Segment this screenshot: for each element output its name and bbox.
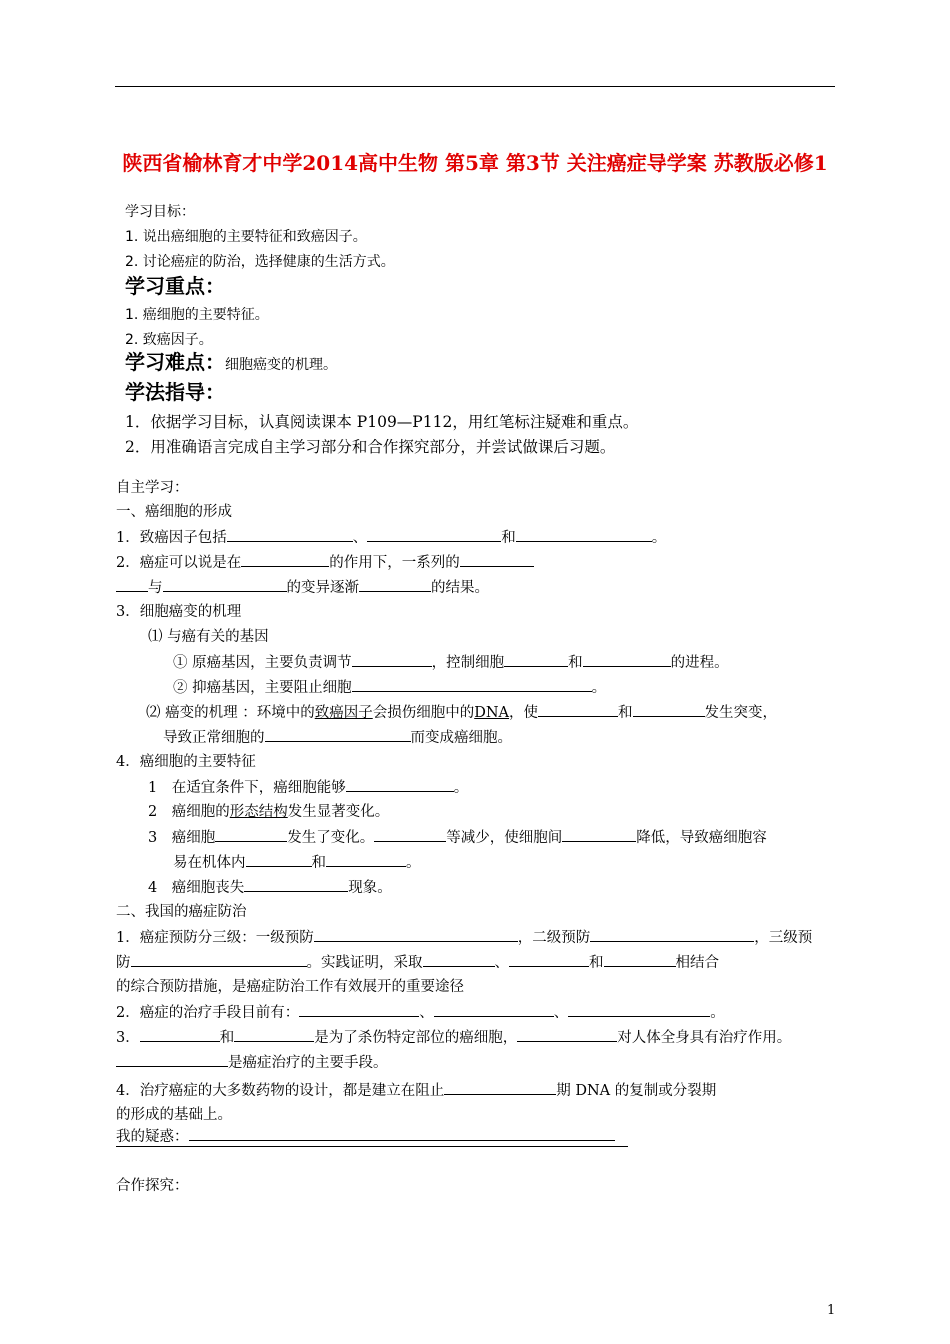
answer-blank[interactable] xyxy=(244,877,348,892)
answer-blank[interactable] xyxy=(517,1027,617,1042)
page-number: 1 xyxy=(827,1303,836,1318)
method-1: 1．依据学习目标，认真阅读课本 P109—P112，用红笔标注疑难和重点。 xyxy=(125,413,639,431)
answer-blank[interactable] xyxy=(583,652,671,667)
question-4-3-line-1: 3 癌细胞 发生了变化。 等减少，使细胞间 降低，导致癌细胞容 xyxy=(148,827,767,848)
prevention-line-1: 1．癌症预防分三级：一级预防 ，二级预防 ，三级预 xyxy=(116,927,812,948)
answer-blank[interactable] xyxy=(131,952,307,967)
objective-1: 1. 说出癌细胞的主要特征和致癌因子。 xyxy=(125,229,367,245)
difficulty-line xyxy=(125,352,337,375)
cooperation-heading: 合作探究： xyxy=(116,1178,189,1194)
question-4-4: 4 癌细胞丧失 现象。 xyxy=(148,877,392,898)
document-title: 陕西省榆林育才中学2014高中生物 第5章 第3节 关注癌症导学案 苏教版必修1 xyxy=(122,151,828,175)
doubt-line: 我的疑惑： xyxy=(116,1126,615,1147)
answer-blank[interactable] xyxy=(215,827,287,842)
therapy-question-line-1: 3． 和 是为了杀伤特定部位的癌细胞， 对人体全身具有治疗作用。 xyxy=(116,1027,791,1048)
keypoints-heading: 学习重点： xyxy=(125,274,225,298)
answer-blank[interactable] xyxy=(299,1002,419,1017)
answer-blank[interactable] xyxy=(423,952,495,967)
header-rule xyxy=(115,86,835,87)
question-4-1: 1 在适宜条件下，癌细胞能够 。 xyxy=(148,777,468,798)
answer-blank[interactable] xyxy=(116,577,148,592)
answer-blank[interactable] xyxy=(359,577,431,592)
prevention-line-2: 防 。实践证明，采取 、 和 相结合 xyxy=(116,952,719,973)
answer-blank[interactable] xyxy=(265,727,411,742)
answer-blank[interactable] xyxy=(509,952,589,967)
question-4-2: 2 癌细胞的形态结构发生显著变化。 xyxy=(148,804,390,820)
answer-blank[interactable] xyxy=(367,527,501,542)
answer-blank[interactable] xyxy=(444,1080,556,1095)
question-2-line-1: 2．癌症可以说是在 的作用下，一系列的 xyxy=(116,552,534,573)
difficulty-heading: 学习难点： xyxy=(125,350,225,374)
keypoint-2: 2. 致癌因子。 xyxy=(125,332,213,348)
answer-blank[interactable] xyxy=(568,1002,710,1017)
answer-blank[interactable] xyxy=(633,702,705,717)
question-3-1-b: ② 抑癌基因，主要阻止细胞 。 xyxy=(173,677,606,698)
question-3-1: ⑴ 与癌有关的基因 xyxy=(148,629,269,645)
therapy-question-line-2: 是癌症治疗的主要手段。 xyxy=(116,1052,388,1073)
answer-blank[interactable] xyxy=(246,852,312,867)
question-2-line-2: 与 的变异逐渐 的结果。 xyxy=(116,577,489,598)
answer-blank[interactable] xyxy=(562,827,636,842)
difficulty-text: 细胞癌变的机理。 xyxy=(225,357,337,373)
answer-blank[interactable] xyxy=(604,952,676,967)
question-3-2-line-2: 导致正常细胞的 而变成癌细胞。 xyxy=(163,727,512,748)
question-3-2-line-1: ⑵ 癌变的机理 ：环境中的致癌因子会损伤细胞中的DNA，使 和 发生突变， xyxy=(146,702,777,723)
method-heading: 学法指导： xyxy=(125,380,225,404)
drug-question-line-1: 4．治疗癌症的大多数药物的设计，都是建立在阻止 期 DNA 的复制或分裂期 xyxy=(116,1080,716,1101)
answer-blank[interactable] xyxy=(590,927,754,942)
answer-blank[interactable] xyxy=(538,702,618,717)
question-3: 3．细胞癌变的机理 xyxy=(116,604,242,620)
question-3-1-a: ① 原癌基因，主要负责调节 ，控制细胞 和 的进程。 xyxy=(173,652,729,673)
prevention-line-3: 的综合预防措施，是癌症防治工作有效展开的重要途径 xyxy=(116,979,464,995)
answer-blank[interactable] xyxy=(116,1052,228,1067)
answer-blank[interactable] xyxy=(352,677,592,692)
doubt-blank[interactable] xyxy=(116,1146,628,1147)
answer-blank[interactable] xyxy=(516,527,652,542)
objective-2: 2. 讨论癌症的防治，选择健康的生活方式。 xyxy=(125,254,395,270)
keypoint-1: 1. 癌细胞的主要特征。 xyxy=(125,307,269,323)
answer-blank[interactable] xyxy=(227,527,353,542)
question-4-3-line-2: 易在机体内 和 。 xyxy=(173,852,421,873)
answer-blank[interactable] xyxy=(374,827,446,842)
answer-blank[interactable] xyxy=(352,652,432,667)
question-4: 4．癌细胞的主要特征 xyxy=(116,754,256,770)
answer-blank[interactable] xyxy=(434,1002,554,1017)
answer-blank[interactable] xyxy=(314,927,518,942)
drug-question-line-2: 的形成的基础上。 xyxy=(116,1107,232,1123)
answer-blank[interactable] xyxy=(326,852,406,867)
answer-blank[interactable] xyxy=(241,552,329,567)
treatment-question: 2．癌症的治疗手段目前有： 、 、 。 xyxy=(116,1002,725,1023)
answer-blank[interactable] xyxy=(234,1027,314,1042)
section-1-heading: 一、癌细胞的形成 xyxy=(116,504,232,520)
answer-blank[interactable] xyxy=(140,1027,220,1042)
section-2-heading: 二、我国的癌症防治 xyxy=(116,904,247,920)
self-study-heading: 自主学习： xyxy=(116,480,189,496)
objectives-heading: 学习目标： xyxy=(125,204,195,220)
answer-blank[interactable] xyxy=(163,577,287,592)
answer-blank[interactable] xyxy=(504,652,568,667)
question-1: 1．致癌因子包括 、 和 。 xyxy=(116,527,666,548)
answer-blank[interactable] xyxy=(346,777,454,792)
method-2: 2．用准确语言完成自主学习部分和合作探究部分，并尝试做课后习题。 xyxy=(125,438,616,456)
doubt-blank[interactable] xyxy=(189,1126,615,1141)
answer-blank[interactable] xyxy=(460,552,534,567)
